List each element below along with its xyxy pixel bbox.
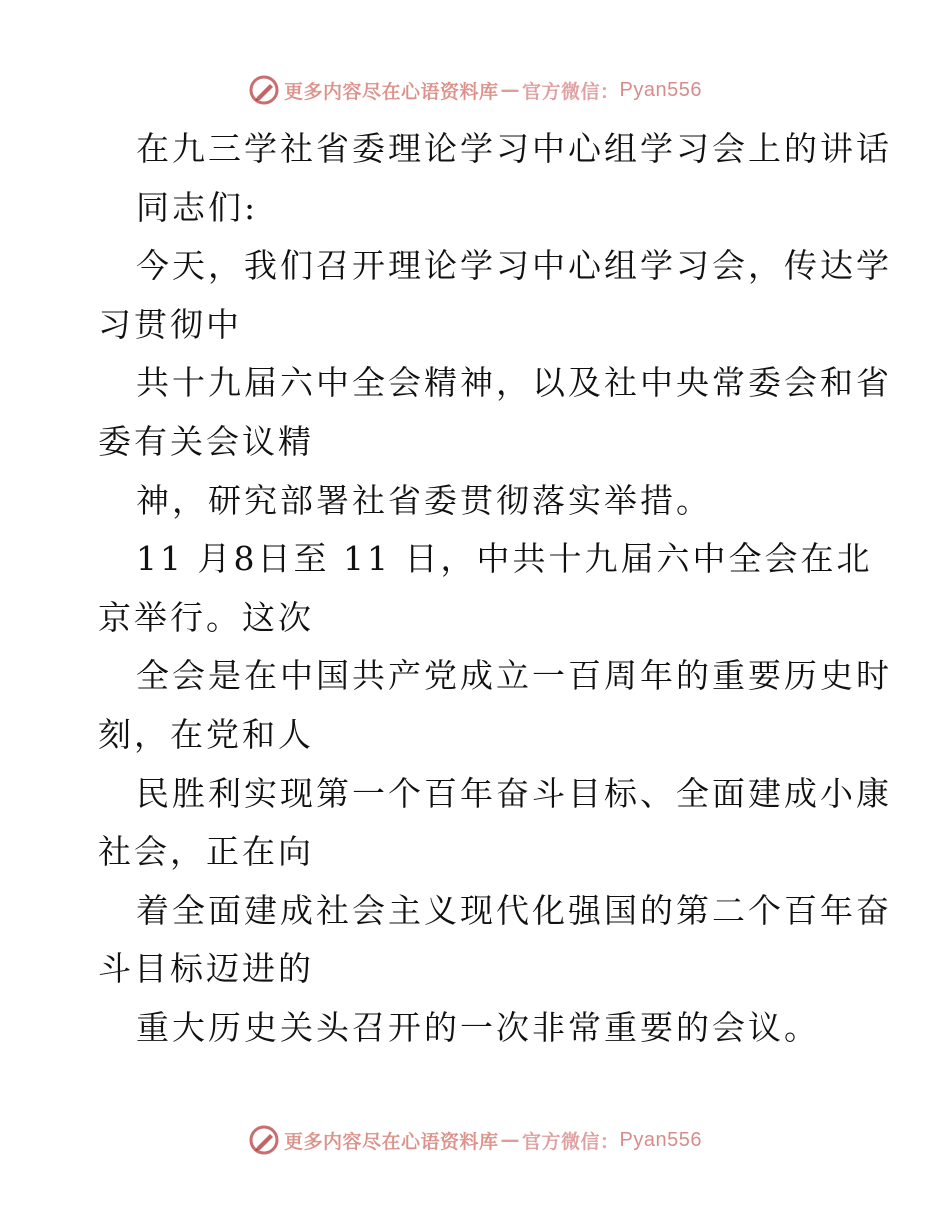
footer-separator: — bbox=[500, 1129, 521, 1151]
text-line: 习贯彻中 bbox=[98, 304, 242, 344]
text-line: 全会是在中国共产党成立一百周年的重要历史时 bbox=[136, 656, 892, 696]
document-body bbox=[98, 120, 892, 1058]
text-line: 共十九届六中全会精神，以及社中央常委会和省 bbox=[136, 363, 892, 403]
text-line: 京举行。这次 bbox=[98, 597, 314, 637]
header-banner bbox=[0, 70, 950, 110]
pen-logo-icon bbox=[248, 1124, 280, 1156]
text-line: 社会，正在向 bbox=[98, 832, 314, 872]
footer-site-text: 更多内容尽在心语资料库 bbox=[284, 1130, 499, 1153]
text-line: 11 月8日至 11 日，中共十九届六中全会在北 bbox=[136, 539, 873, 579]
header-wechat-label: 官方微信： bbox=[522, 80, 620, 103]
pen-logo-icon bbox=[248, 74, 280, 106]
header-wechat-id: Pyan556 bbox=[619, 78, 702, 101]
text-line: 重大历史关头召开的一次非常重要的会议。 bbox=[136, 1007, 820, 1047]
text-line: 斗目标迈进的 bbox=[98, 949, 314, 989]
document-title: 在九三学社省委理论学习中心组学习会上的讲话 bbox=[136, 129, 892, 168]
footer-banner bbox=[0, 1120, 950, 1160]
footer-wechat-label: 官方微信： bbox=[522, 1130, 620, 1153]
text-line: 民胜利实现第一个百年奋斗目标、全面建成小康 bbox=[136, 773, 892, 813]
text-line: 刻，在党和人 bbox=[98, 714, 314, 754]
text-line: 今天，我们召开理论学习中心组学习会，传达学 bbox=[136, 246, 892, 286]
salutation: 同志们: bbox=[136, 187, 259, 227]
text-line: 神，研究部署社省委贯彻落实举措。 bbox=[136, 480, 712, 520]
header-banner-text bbox=[284, 77, 702, 104]
footer-banner-text bbox=[284, 1127, 702, 1154]
header-separator: — bbox=[500, 79, 521, 101]
header-site-text: 更多内容尽在心语资料库 bbox=[284, 80, 499, 103]
text-line: 委有关会议精 bbox=[98, 421, 314, 461]
footer-wechat-id: Pyan556 bbox=[619, 1128, 702, 1151]
text-line: 着全面建成社会主义现代化强国的第二个百年奋 bbox=[136, 890, 892, 930]
